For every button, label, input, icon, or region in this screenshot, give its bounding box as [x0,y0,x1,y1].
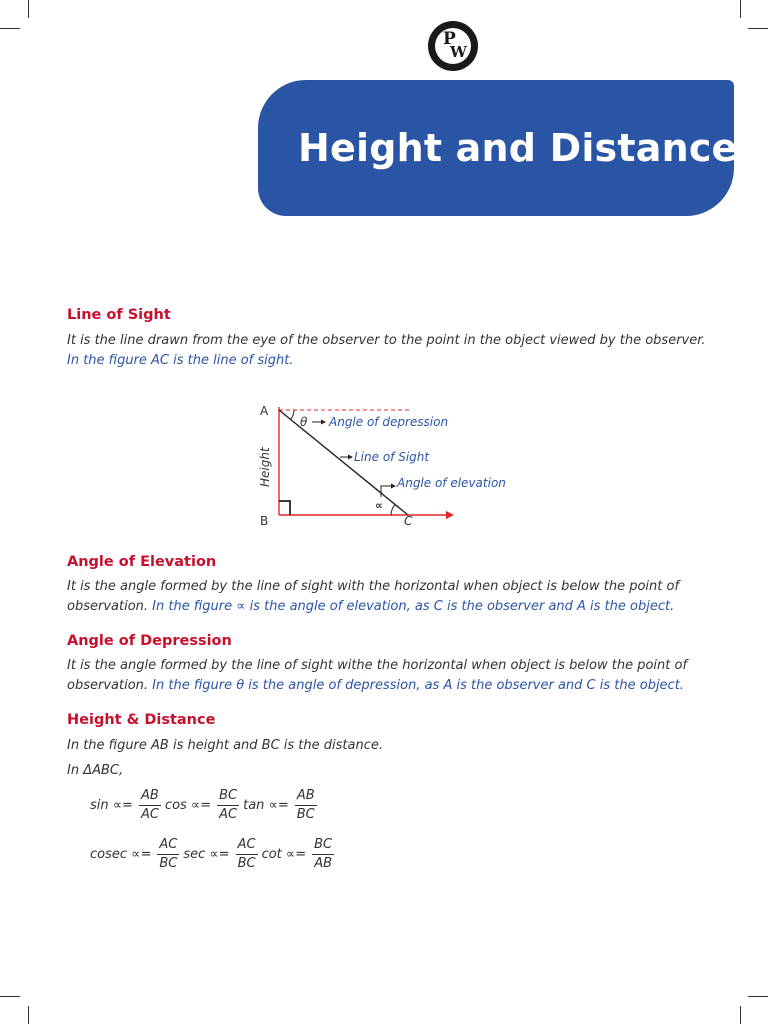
frac-den: BC [159,856,178,871]
elevation-pointer [381,486,391,497]
fn-tan: tan ∝= [243,798,289,813]
text-height-distance-1: In the figure AB is height and BC is the distance. [67,738,383,753]
frac-cot [312,837,334,872]
crop-mark [740,1006,741,1024]
fn-cosec: cosec ∝= [90,847,152,862]
triangle-figure [250,395,530,535]
label-line-of-sight: Line of Sight [354,450,430,464]
text-line-of-sight-1: It is the line drawn from the eye of the observer to the point in the object viewed by the observer. [67,333,706,348]
text-depression-2a: observation. [67,678,149,693]
logo-inner [435,28,471,64]
frac-sin [139,788,161,823]
label-angle-of-elevation: Angle of elevation [397,476,506,490]
frac-num: BC [217,788,239,806]
crop-mark [0,996,20,997]
frac-num: AB [139,788,161,806]
crop-mark [0,28,20,29]
arrowhead-bc [446,511,454,519]
text-line-of-sight-2: In the figure AC is the line of sight. [67,353,294,368]
logo-letter-p: P [443,29,456,49]
frac-sec [236,837,258,872]
frac-cos [217,788,239,823]
frac-tan [295,788,317,823]
label-alpha: ∝ [375,499,383,512]
frac-den: AB [314,856,332,871]
frac-den: AC [140,807,159,822]
label-theta: θ [300,415,308,429]
crop-mark [740,0,741,18]
crop-mark [748,28,768,29]
frac-den: AC [219,807,238,822]
text-elevation-2a: observation. [67,599,149,614]
text-elevation-1: It is the angle formed by the line of sight with the horizontal when object is below the point of [67,579,680,594]
formula-row-1 [90,788,321,823]
logo-letter-w: W [450,43,467,61]
label-a: A [260,404,269,418]
text-height-distance-2: In ΔABC, [67,763,124,778]
theta-pointer-head [321,420,326,425]
frac-den: BC [237,856,256,871]
right-angle-marker [279,501,290,515]
text-elevation-2 [67,599,674,614]
frac-den: BC [296,807,315,822]
frac-num: AB [295,788,317,806]
heading-angle-of-depression: Angle of Depression [67,633,232,649]
frac-num: AC [236,837,258,855]
frac-cosec [157,837,179,872]
theta-arc [291,410,294,420]
heading-angle-of-elevation: Angle of Elevation [67,554,217,570]
frac-num: BC [312,837,334,855]
fn-cos: cos ∝= [164,798,212,813]
heading-line-of-sight: Line of Sight [67,307,171,323]
label-height: Height [258,447,272,487]
text-depression-2b: In the figure θ is the angle of depression, as A is the observer and C is the object. [152,678,684,693]
fn-cot: cot ∝= [261,847,307,862]
title-banner [258,80,738,216]
text-elevation-2b: In the figure ∝ is the angle of elevation, as C is the observer and A is the object. [152,599,675,614]
crop-mark [748,996,768,997]
text-depression-1: It is the angle formed by the line of sight withe the horizontal when object is below the point of [67,658,688,673]
pw-logo [428,21,478,71]
label-angle-of-depression: Angle of depression [329,415,449,429]
crop-mark [28,1006,29,1024]
crop-mark [28,0,29,18]
page-title: Height and Distance [298,126,738,170]
formula-row-2 [90,837,338,872]
label-b: B [260,514,269,528]
heading-height-distance: Height & Distance [67,712,216,728]
sight-pointer-head [348,455,353,460]
frac-num: AC [157,837,179,855]
fn-sec: sec ∝= [183,847,230,862]
alpha-arc [391,505,395,516]
fn-sin: sin ∝= [90,798,133,813]
elevation-pointer-head [391,484,396,489]
label-c: C [404,514,413,528]
text-depression-2 [67,678,684,693]
